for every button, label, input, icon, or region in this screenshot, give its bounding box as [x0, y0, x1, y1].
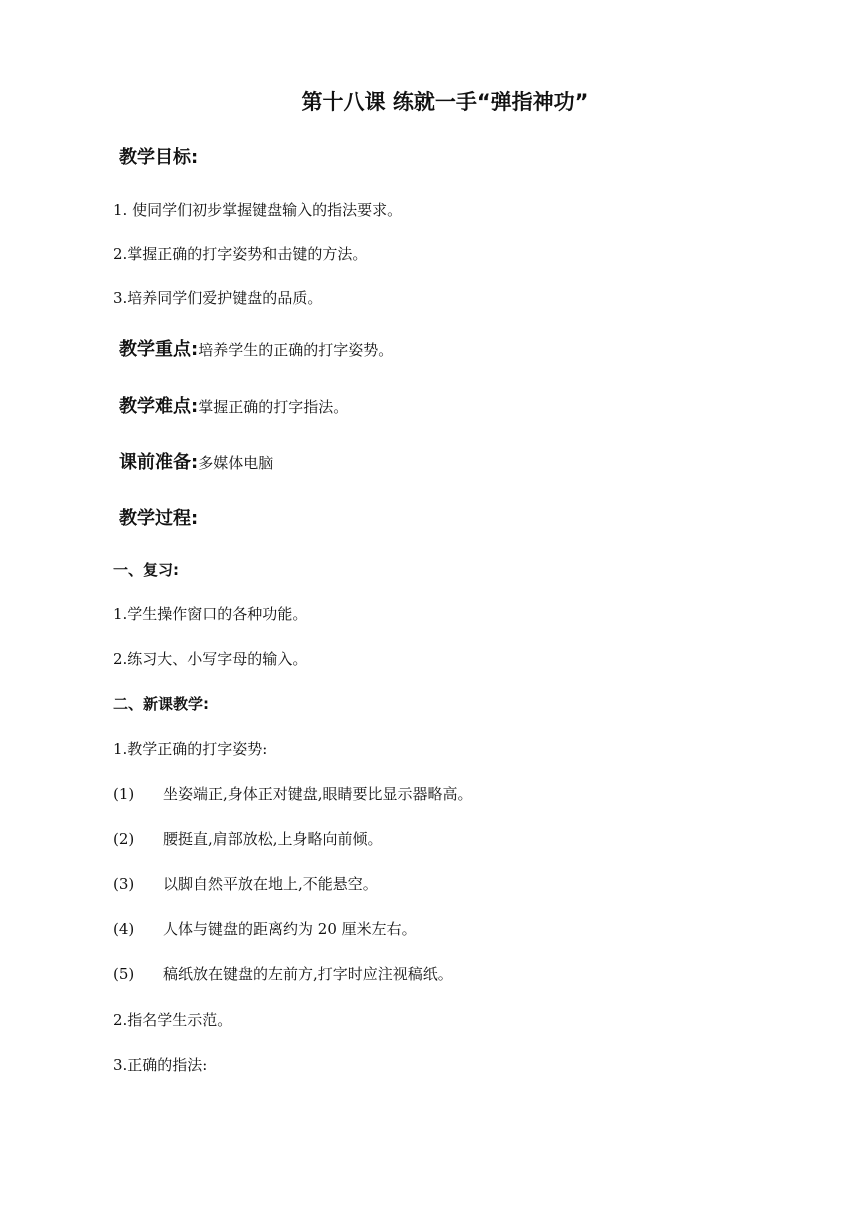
goal-item-2: 2.掌握正确的打字姿势和击键的方法。: [113, 245, 368, 263]
goals-heading: 教学目标:: [119, 147, 199, 168]
new-lesson-heading: 二、新课教学:: [113, 695, 209, 713]
key-point-label: 教学重点:: [119, 339, 199, 360]
new-lesson-item-2: 2.指名学生示范。: [113, 1011, 233, 1029]
posture-step-4: [113, 919, 417, 939]
process-heading: 教学过程:: [119, 508, 199, 529]
review-heading: 一、复习:: [113, 561, 179, 579]
posture-step-3: [113, 874, 378, 894]
page-title: 第十八课 练就一手“弹指神功”: [301, 90, 589, 114]
new-lesson-item-3: 3.正确的指法:: [113, 1056, 208, 1074]
step-text: 坐姿端正,身体正对键盘,眼睛要比显示器略高。: [163, 785, 473, 803]
posture-step-5: [113, 964, 453, 984]
preparation-value: 多媒体电脑: [198, 454, 274, 472]
posture-step-1: [113, 784, 473, 804]
difficulty-value: 掌握正确的打字指法。: [198, 398, 349, 416]
preparation-row: [119, 451, 273, 475]
posture-step-2: [113, 829, 383, 849]
step-number: (1): [113, 785, 135, 803]
step-number: (2): [113, 830, 135, 848]
goal-item-1: 1. 使同学们初步掌握键盘输入的指法要求。: [113, 201, 403, 219]
step-text: 人体与键盘的距离约为 20 厘米左右。: [163, 920, 417, 938]
goal-item-3: 3.培养同学们爱护键盘的品质。: [113, 289, 323, 307]
step-number: (5): [113, 965, 135, 983]
review-item-1: 1.学生操作窗口的各种功能。: [113, 605, 308, 623]
difficulty-label: 教学难点:: [119, 396, 199, 417]
step-text: 稿纸放在键盘的左前方,打字时应注视稿纸。: [163, 965, 453, 983]
key-point-value: 培养学生的正确的打字姿势。: [198, 341, 394, 359]
review-item-2: 2.练习大、小写字母的输入。: [113, 650, 308, 668]
preparation-label: 课前准备:: [119, 452, 199, 473]
step-number: (3): [113, 875, 135, 893]
step-text: 腰挺直,肩部放松,上身略向前倾。: [163, 830, 383, 848]
step-text: 以脚自然平放在地上,不能悬空。: [163, 875, 378, 893]
new-lesson-intro: 1.教学正确的打字姿势:: [113, 740, 268, 758]
step-number: (4): [113, 920, 135, 938]
key-point-row: [119, 338, 393, 362]
difficulty-row: [119, 395, 348, 419]
